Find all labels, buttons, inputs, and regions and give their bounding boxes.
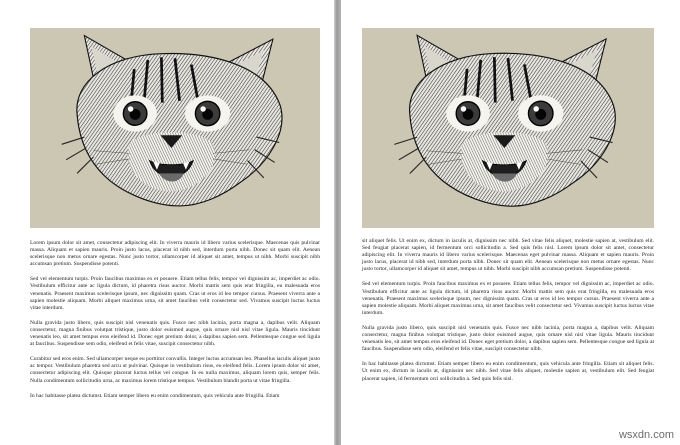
right-page <box>341 0 680 445</box>
paragraph: In hac habitasse platea dictumst. Etiam semper libero eu enim condimentum, quis vehicula ante fringilla. Etiam sit aliquet felis. Ut enim ex, dictum in iaculis at, dignissim nec nibh. Sed vitae felis aliquet, molestie sapien at, vestibulum elit. Sed feugiat placerat sapien, id fermentum orci sollicitudin a. Sed quis felis nisl. <box>362 361 654 382</box>
kitten-illustration <box>362 28 654 228</box>
paragraph: Nulla gravida justo libero, quis suscipit nisl venenatis quis. Fusce nec nibh lacinia, porta magna a, dapibus velit. Aliquam consectetur, magna finibus volutpat tristique, justo dolor euismod augue, quis ornare nisl nisl vitae ligula. Mauris tincidunt venenatis leo, sit amet tempus eros eleifend id. Donec eget pretium dolor, a dapibus sapien sem. Pellentesque congue sed ligula at faucibus. Suspendisse sem odio, eleifend et felis vitae, suscipit consectetur nibh. <box>362 324 654 353</box>
kitten-illustration <box>30 28 320 228</box>
paragraph: Curabitur sed eros enim. Sed ullamcorper neque eu porttitor convallis. Integer luctus accumsan leo. Phasellus iaculis aliquet justo ac tempor. Vestibulum pharetra sed arcu ut pulvinar. Quisque in vestibulum risus, eu eleifend felis. Lorem ipsum dolor sit amet, consectetur adipiscing elit. Quisque placerat luctus tellus vel congue. In eu nulla maximus, aliquam lorem quis, semper felis. Nulla condimentum sollicitudin urna, ac maximus lorem tristique tempus. Vestibulum blandit porta ut vitae fringilla. <box>30 356 320 384</box>
paragraph: Lorem ipsum dolor sit amet, consectetur adipiscing elit. In viverra mauris id libero varius scelerisque. Maecenas quis pulvinar massa. Aliquam et sapien mauris. Proin justo lacus, placerat id nibh sed, interdum porta nibh. Donec sit quam elit. Aenean scelerisque non metus ornare egestas. Nunc justo tortor, ullamcorper id aliquet sit amet, tempus ut nibh. Morbi suscipit nibh accumsan pretium. Suspendisse potenti. <box>30 240 320 268</box>
paragraph: Sed vel elementum turpis. Proin faucibus maximus ex et posuere. Etiam tellus felis, tempor vel dignissim ac, imperdiet ac odio. Vestibulum efficitur ante ac ligula dictum, id pharetra risus auctor. Morbi mattis sem quis erat fringilla, eu malesuada eros venenatis. Praesent maximus scelerisque ipsum, nec dignissim quam. Cras ut eros id leo tempor cursus. Praesent viverra ante a sapien molestie aliquam. Morbi aliquet maximus urna, sit amet faucibus velit consectetur sed. Vivamus suscipit luctus luctus vitae interdum. <box>362 281 654 316</box>
paragraph: sit aliquet felis. Ut enim ex, dictum in iaculis at, dignissim nec nibh. Sed vitae felis aliquet, molestie sapien at, vestibulum elit. Sed feugiat placerat sapien, id fermentum orci sollicitudin a. Sed quis felis nisl. Lorem ipsum dolor sit amet, consectetur adipiscing elit. In viverra mauris id libero varius scelerisque. Maecenas eget pulvinar massa. Aliquam et sapien mauris. Proin justo lacus, placerat id nibh sed, interdum porta nibh. Donec sit quam elit. Aenean scelerisque non metus ornare egestas. Nunc justo tortor, ullamcorper id aliquet sit amet, tempus ut nibh. Morbi suscipit nibh accumsan pretium. Suspendisse potenti. <box>362 238 654 273</box>
paragraph: Nulla gravida justo libero, quis suscipit nisl venenatis quis. Fusce nec nibh lacinia, porta magna a, dapibus velit. Aliquam consectetur, magna finibus volutpat tristique, justo dolor euismod augue, quis ornare nisl nisl vitae ligula. Mauris tincidunt venenatis leo, sit amet tempus eros eleifend id. Donec eget pretium dolor, a dapibus sapien sem. Pellentesque congue sed ligula at faucibus. Suspendisse sem odio, eleifend et felis vitae, suscipit consectetur nibh. <box>30 319 320 348</box>
paragraph: Sed vel elementum turpis. Proin faucibus maximus ex et posuere. Etiam tellus felis, tempor vel dignissim ac, imperdiet ac odio. Vestibulum efficitur ante ac ligula dictum, id pharetra risus auctor. Morbi mattis sem quis erat fringilla, eu malesuada eros venenatis. Praesent maximus scelerisque ipsum, nec dignissim quam. Cras ut eros id leo tempor cursus. Praesent viverra ante a sapien molestie aliquam. Morbi aliquet maximus urna, sit amet faucibus velit consectetur sed. Vivamus suscipit luctus luctus vitae interdum. <box>30 276 320 311</box>
paragraph: In hac habitasse platea dictumst. Etiam semper libero eu enim condimentum, quis vehicula ante fringilla. Etiam <box>30 392 280 399</box>
body-text <box>30 240 320 408</box>
page-divider <box>334 0 341 445</box>
body-text <box>362 238 654 391</box>
left-page <box>0 0 334 445</box>
watermark: wsxdn.com <box>618 429 674 441</box>
